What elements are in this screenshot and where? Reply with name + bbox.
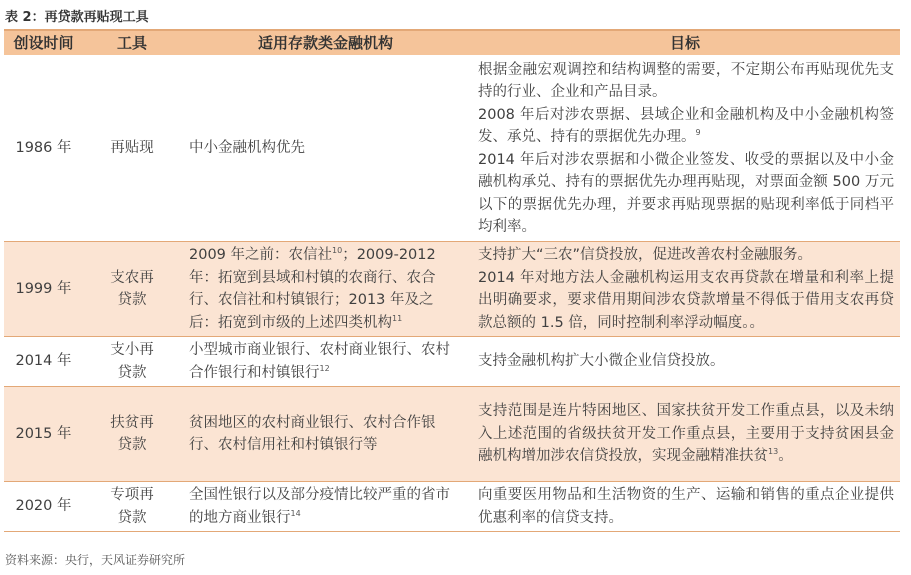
cell-goal [470, 242, 900, 337]
cell-goal [470, 387, 900, 482]
cell-tool: 再贴现 [83, 56, 181, 242]
table-header-row [4, 31, 900, 56]
cell-goal [470, 56, 900, 242]
policy-tools-table [4, 31, 900, 532]
source-note: 资料来源：央行，天风证券研究所 [5, 553, 186, 567]
goal-paragraph: 2014 年对地方法人金融机构运用支农再贷款在增量和利率上提出明确要求，要求借用期间涉农贷款增量不得低于借用支农再贷款总额的 1.5 倍，同时控制利率浮动幅度。。 [478, 269, 894, 331]
institutions-text: 贫困地区的农村商业银行、农村合作银行、农村信用社和村镇银行等 [189, 414, 436, 453]
table-caption: 表 2：再贷款再贴现工具 [5, 10, 149, 25]
goal-text: 。 [778, 448, 793, 465]
tool-label: 支小再贷款 [110, 342, 154, 381]
footnote-marker: 14 [290, 508, 301, 518]
cell-year: 2014 年 [4, 337, 83, 387]
cell-goal [470, 482, 900, 532]
footnote-marker: 9 [695, 128, 701, 138]
footnote-marker: 11 [392, 313, 403, 323]
cell-institutions [181, 242, 470, 337]
table-row [4, 56, 900, 242]
cell-year: 1999 年 [4, 242, 83, 337]
cell-institutions [181, 387, 470, 482]
cell-institutions [181, 337, 470, 387]
table-row [4, 482, 900, 532]
institutions-text: 小型城市商业银行、农村商业银行、农村合作银行和村镇银行 [189, 342, 450, 381]
footnote-marker: 10 [332, 246, 343, 256]
cell-institutions: 中小金融机构优先 [181, 56, 470, 242]
institutions-text: 全国性银行以及部分疫情比较严重的省市的地方商业银行 [189, 487, 450, 526]
footnote-marker: 13 [768, 447, 779, 457]
goal-text: 2008 年后对涉农票据、县域企业和金融机构及中小金融机构签发、承兑、持有的票据优先办理。 [478, 106, 894, 145]
goal-paragraph: 支持金融机构扩大小微企业信贷投放。 [478, 353, 725, 370]
goal-paragraph [478, 104, 894, 149]
table-row [4, 242, 900, 337]
tool-label: 扶贫再贷款 [110, 414, 154, 453]
goal-paragraph [478, 400, 894, 468]
cell-tool [83, 242, 181, 337]
table-row [4, 387, 900, 482]
header-goal: 目标 [470, 31, 900, 56]
cell-year: 1986 年 [4, 56, 83, 242]
goal-text: 支持范围是连片特困地区、国家扶贫开发工作重点县，以及未纳入上述范围的省级扶贫开发工作重点县，主要用于支持贫困县金融机构增加涉农信贷投放，实现金融精准扶贫 [478, 403, 894, 465]
cell-institutions [181, 482, 470, 532]
footnote-marker: 12 [319, 363, 330, 373]
goal-paragraph: 支持扩大“三农”信贷投放，促进改善农村金融服务。 [478, 247, 813, 263]
header-year: 创设时间 [4, 31, 83, 56]
header-tool: 工具 [83, 31, 181, 56]
goal-paragraph: 根据金融宏观调控和结构调整的需要，不定期公布再贴现优先支持的行业、企业和产品目录。 [478, 61, 894, 100]
header-institutions: 适用存款类金融机构 [181, 31, 470, 56]
tool-label: 支农再贷款 [110, 269, 154, 308]
goal-paragraph: 向重要医用物品和生活物资的生产、运输和销售的重点企业提供优惠利率的信贷支持。 [478, 487, 894, 526]
tool-label: 专项再贷款 [110, 487, 154, 526]
cell-tool [83, 387, 181, 482]
cell-tool [83, 482, 181, 532]
cell-goal [470, 337, 900, 387]
cell-year: 2015 年 [4, 387, 83, 482]
institutions-text: ；2009-2012 年：拓宽到县域和村镇的农商行、农合行、农信社和村镇银行；2013 年及之后：拓宽到市级的上述四类机构 [189, 247, 436, 331]
institutions-text: 2009 年之前：农信社 [189, 247, 333, 263]
cell-year: 2020 年 [4, 482, 83, 532]
cell-tool [83, 337, 181, 387]
goal-paragraph: 2014 年后对涉农票据和小微企业签发、收受的票据以及中小金融机构承兑、持有的票据优先办理再贴现，对票面金额 500 万元以下的票据优先办理，并要求再贴现票据的贴现利率低于同档平均利率。 [478, 151, 894, 235]
table-row [4, 337, 900, 387]
